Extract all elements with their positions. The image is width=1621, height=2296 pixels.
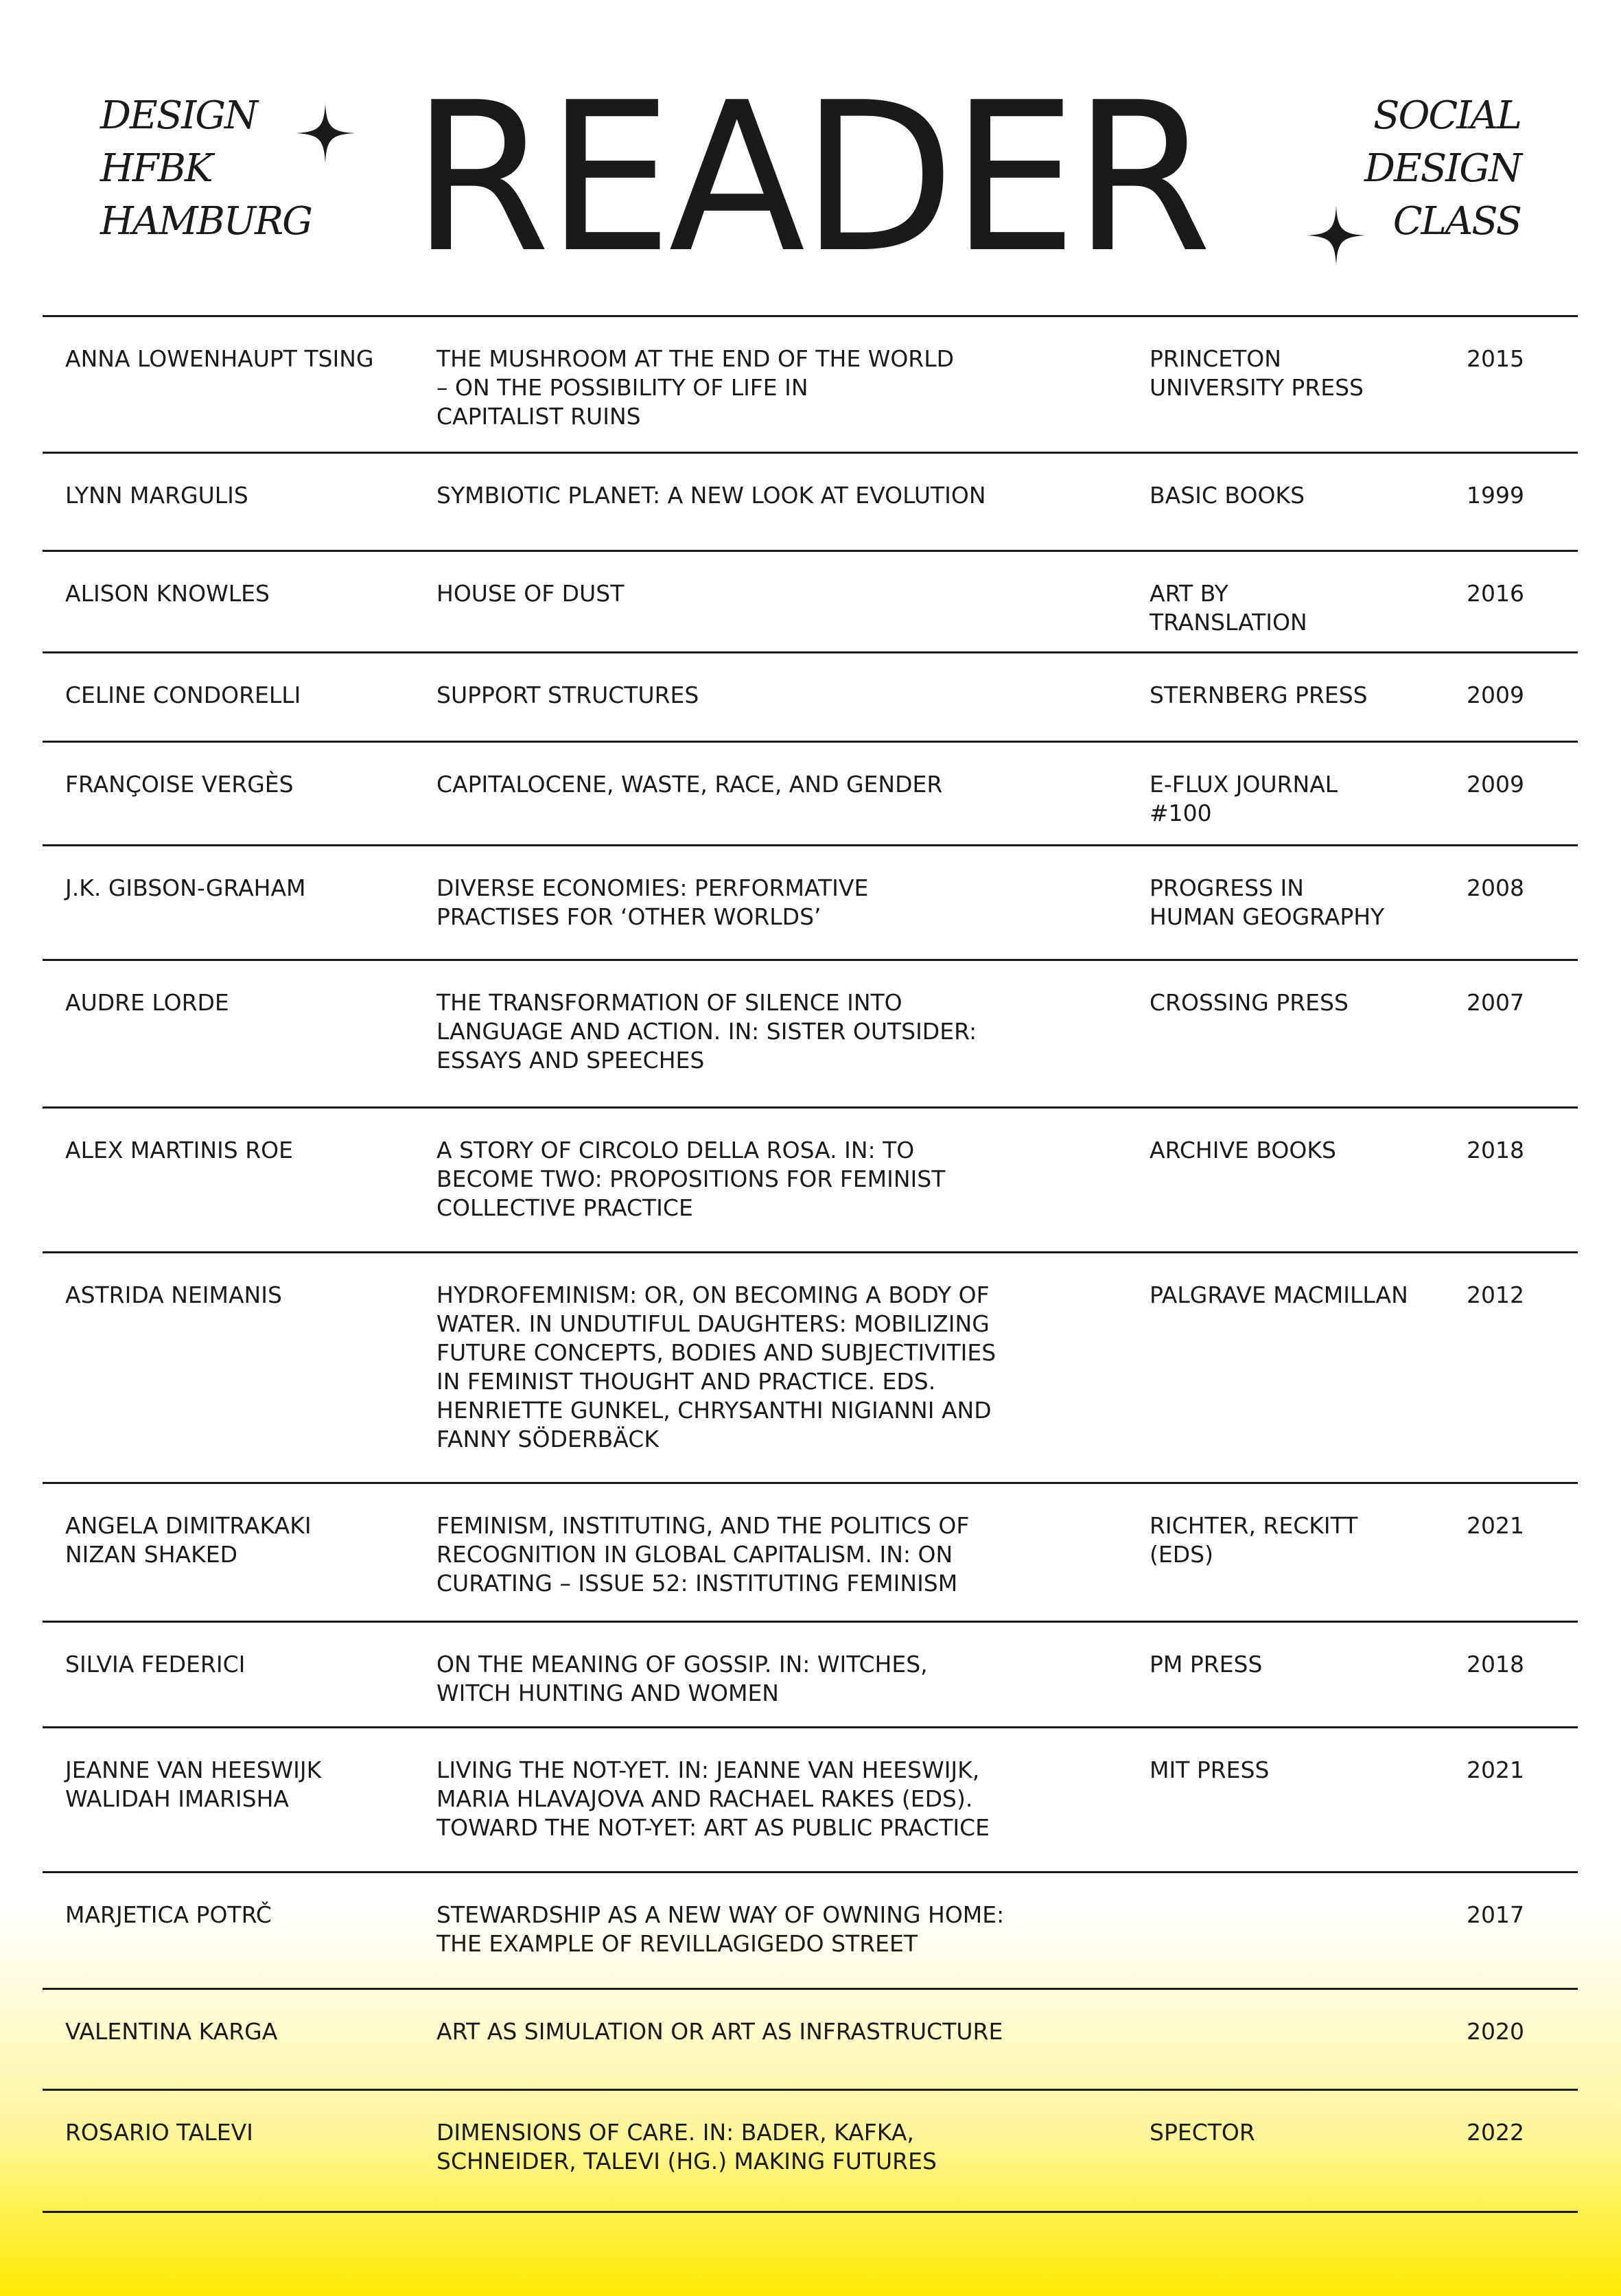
left-header-block: [100, 89, 312, 248]
publisher-cell-line: PRINCETON: [1150, 345, 1281, 372]
table-row: [43, 552, 1578, 653]
title-cell-line: STEWARDSHIP AS A NEW WAY OF OWNING HOME:: [436, 1901, 1005, 1928]
table-row: [43, 1728, 1578, 1873]
author-cell-line: MARJETICA POTRČ: [65, 1901, 272, 1928]
title-cell-line: FEMINISM, INSTITUTING, AND THE POLITICS OF: [436, 1512, 970, 1539]
table-row: [43, 653, 1578, 743]
title-cell: [436, 1511, 1123, 1598]
table-row: [43, 1253, 1578, 1484]
table-row: [43, 1873, 1578, 1990]
sparkle-star-icon: [1306, 205, 1366, 266]
publisher-cell-line: ART BY: [1150, 580, 1228, 607]
year-cell: 2009: [1467, 682, 1524, 708]
title-cell: [436, 1756, 1123, 1842]
author-cell-line: ASTRIDA NEIMANIS: [65, 1282, 282, 1308]
title-cell: [436, 481, 1123, 510]
title-cell: [436, 2017, 1123, 2046]
year-cell: 2009: [1467, 771, 1524, 798]
author-cell: [65, 681, 408, 710]
title-cell: [436, 1650, 1123, 1708]
title-cell: [436, 579, 1123, 608]
year-cell: 2007: [1467, 989, 1524, 1016]
author-cell: [65, 1901, 408, 1929]
title-cell-line: ART AS SIMULATION OR ART AS INFRASTRUCTURE: [436, 2018, 1003, 2045]
author-cell-line: FRANÇOISE VERGÈS: [65, 771, 294, 798]
publisher-cell-line: PM PRESS: [1150, 1651, 1263, 1678]
title-cell-line: CAPITALIST RUINS: [436, 403, 641, 430]
author-cell: [65, 1650, 408, 1679]
publisher-cell: [1150, 874, 1445, 931]
left-header-line: HFBK: [100, 146, 212, 191]
title-cell: [436, 2118, 1123, 2176]
title-cell: [436, 1281, 1123, 1454]
table-row: [43, 1109, 1578, 1253]
publisher-cell: [1150, 988, 1445, 1017]
author-cell: [65, 874, 408, 903]
year-cell: 2008: [1467, 874, 1524, 901]
title-cell-line: BECOME TWO: PROPOSITIONS FOR FEMINIST: [436, 1166, 946, 1192]
title-cell-line: SYMBIOTIC PLANET: A NEW LOOK AT EVOLUTION: [436, 482, 986, 509]
author-cell-line: JEANNE VAN HEESWIJK: [65, 1756, 322, 1783]
publisher-cell-line: TRANSLATION: [1150, 609, 1307, 636]
author-cell-line: J.K. GIBSON-GRAHAM: [65, 874, 306, 901]
publisher-cell-line: #100: [1150, 800, 1212, 826]
author-cell-line: SILVIA FEDERICI: [65, 1651, 246, 1678]
publisher-cell: [1150, 1136, 1445, 1165]
left-header-line: DESIGN: [100, 93, 257, 138]
author-cell-line: LYNN MARGULIS: [65, 482, 248, 509]
year-cell: 2017: [1467, 1901, 1524, 1928]
author-cell: [65, 1281, 408, 1310]
author-cell: [65, 1136, 408, 1165]
title-cell: [436, 1901, 1123, 1958]
title-cell-line: RECOGNITION IN GLOBAL CAPITALISM. IN: ON: [436, 1541, 953, 1568]
title-cell-line: MARIA HLAVAJOVA AND RACHAEL RAKES (EDS).: [436, 1785, 973, 1812]
author-cell: [65, 2017, 408, 2046]
author-cell-line: ROSARIO TALEVI: [65, 2119, 253, 2146]
publisher-cell: [1150, 1511, 1445, 1569]
publisher-cell-line: (EDS): [1150, 1541, 1213, 1568]
title-cell-line: HYDROFEMINISM: OR, ON BECOMING A BODY OF: [436, 1282, 990, 1308]
title-cell-line: FUTURE CONCEPTS, BODIES AND SUBJECTIVITIES: [436, 1339, 996, 1366]
title-cell: [436, 874, 1123, 931]
title-cell-line: LIVING THE NOT-YET. IN: JEANNE VAN HEESWIJK,: [436, 1756, 980, 1783]
title-cell-line: PRACTISES FOR ‘OTHER WORLDS’: [436, 903, 821, 930]
year-cell: 1999: [1467, 482, 1524, 509]
author-cell-line: ALISON KNOWLES: [65, 580, 270, 607]
publisher-cell-line: E-FLUX JOURNAL: [1150, 771, 1338, 798]
publisher-cell: [1150, 1756, 1445, 1785]
year-cell: 2012: [1467, 1282, 1524, 1308]
publisher-cell: [1150, 1650, 1445, 1679]
right-header-line: DESIGN: [1364, 146, 1521, 191]
author-cell-line: VALENTINA KARGA: [65, 2018, 278, 2045]
year-cell: 2016: [1467, 580, 1524, 607]
title-cell-line: ESSAYS AND SPEECHES: [436, 1047, 705, 1074]
table-row: [43, 961, 1578, 1109]
author-cell: [65, 1511, 408, 1569]
reading-list-table: [43, 315, 1578, 2213]
title-cell-line: CAPITALOCENE, WASTE, RACE, AND GENDER: [436, 771, 943, 798]
year-cell: 2015: [1467, 345, 1524, 372]
right-header-line: CLASS: [1392, 199, 1521, 244]
right-header-line: SOCIAL: [1373, 93, 1521, 138]
author-cell: [65, 2118, 408, 2147]
publisher-cell-line: RICHTER, RECKITT: [1150, 1512, 1358, 1539]
author-cell-line: AUDRE LORDE: [65, 989, 229, 1016]
title-cell: [436, 770, 1123, 799]
title-cell-line: – ON THE POSSIBILITY OF LIFE IN: [436, 374, 808, 401]
title-cell-line: A STORY OF CIRCOLO DELLA ROSA. IN: TO: [436, 1137, 915, 1163]
title-cell: [436, 1136, 1123, 1222]
title-cell-line: WITCH HUNTING AND WOMEN: [436, 1680, 779, 1706]
title-cell-line: THE MUSHROOM AT THE END OF THE WORLD: [436, 345, 955, 372]
author-cell-line: CELINE CONDORELLI: [65, 682, 301, 708]
title-cell-line: WATER. IN UNDUTIFUL DAUGHTERS: MOBILIZING: [436, 1310, 990, 1337]
title-cell: [436, 988, 1123, 1075]
author-cell: [65, 481, 408, 510]
publisher-cell: [1150, 579, 1445, 637]
year-cell: 2022: [1467, 2119, 1524, 2146]
author-cell-line: WALIDAH IMARISHA: [65, 1785, 290, 1812]
table-row: [43, 1623, 1578, 1728]
year-cell: 2018: [1467, 1137, 1524, 1163]
year-cell: 2018: [1467, 1651, 1524, 1678]
publisher-cell-line: UNIVERSITY PRESS: [1150, 374, 1364, 401]
publisher-cell: [1150, 681, 1445, 710]
author-cell-line: ANGELA DIMITRAKAKI: [65, 1512, 312, 1539]
year-cell: 2021: [1467, 1512, 1524, 1539]
year-cell: 2021: [1467, 1756, 1524, 1783]
publisher-cell-line: PROGRESS IN: [1150, 874, 1304, 901]
title-cell-line: CURATING – ISSUE 52: INSTITUTING FEMINISM: [436, 1570, 958, 1597]
publisher-cell-line: STERNBERG PRESS: [1150, 682, 1368, 708]
table-row: [43, 454, 1578, 552]
author-cell-line: NIZAN SHAKED: [65, 1541, 238, 1568]
title-cell-line: FANNY SÖDERBÄCK: [436, 1426, 659, 1452]
title-cell-line: TOWARD THE NOT-YET: ART AS PUBLIC PRACTICE: [436, 1814, 990, 1841]
author-cell-line: ALEX MARTINIS ROE: [65, 1137, 293, 1163]
title-cell: [436, 345, 1123, 431]
table-row: [43, 1484, 1578, 1623]
author-cell: [65, 579, 408, 608]
table-row: [43, 1990, 1578, 2091]
title-cell-line: DIMENSIONS OF CARE. IN: BADER, KAFKA,: [436, 2119, 914, 2146]
title-cell-line: ON THE MEANING OF GOSSIP. IN: WITCHES,: [436, 1651, 928, 1678]
year-cell: 2020: [1467, 2018, 1524, 2045]
publisher-cell-line: CROSSING PRESS: [1150, 989, 1349, 1016]
title-cell-line: THE EXAMPLE OF REVILLAGIGEDO STREET: [436, 1930, 918, 1957]
author-cell: [65, 345, 408, 373]
publisher-cell-line: PALGRAVE MACMILLAN: [1150, 1282, 1408, 1308]
table-row: [43, 846, 1578, 961]
title-cell-line: SCHNEIDER, TALEVI (HG.) MAKING FUTURES: [436, 2148, 937, 2175]
publisher-cell-line: BASIC BOOKS: [1150, 482, 1305, 509]
title-cell-line: HENRIETTE GUNKEL, CHRYSANTHI NIGIANNI AND: [436, 1397, 992, 1424]
author-cell: [65, 770, 408, 799]
author-cell: [65, 1756, 408, 1813]
publisher-cell-line: HUMAN GEOGRAPHY: [1150, 903, 1385, 930]
title-cell: [436, 681, 1123, 710]
publisher-cell-line: SPECTOR: [1150, 2119, 1255, 2146]
table-row: [43, 743, 1578, 846]
title-cell-line: THE TRANSFORMATION OF SILENCE INTO: [436, 989, 902, 1016]
title-cell-line: DIVERSE ECONOMIES: PERFORMATIVE: [436, 874, 869, 901]
table-row: [43, 317, 1578, 454]
title-cell-line: LANGUAGE AND ACTION. IN: SISTER OUTSIDER:: [436, 1018, 977, 1045]
publisher-cell: [1150, 1281, 1445, 1310]
publisher-cell-line: ARCHIVE BOOKS: [1150, 1137, 1336, 1163]
title-cell-line: HOUSE OF DUST: [436, 580, 625, 607]
left-header-line: HAMBURG: [100, 199, 312, 244]
publisher-cell: [1150, 345, 1445, 402]
title-cell-line: SUPPORT STRUCTURES: [436, 682, 699, 708]
author-cell: [65, 988, 408, 1017]
publisher-cell-line: MIT PRESS: [1150, 1756, 1270, 1783]
publisher-cell: [1150, 770, 1445, 828]
title-cell-line: IN FEMINIST THOUGHT AND PRACTICE. EDS.: [436, 1368, 936, 1395]
publisher-cell: [1150, 2118, 1445, 2147]
page-title: READER: [411, 58, 1209, 298]
author-cell-line: ANNA LOWENHAUPT TSING: [65, 345, 374, 372]
title-cell-line: COLLECTIVE PRACTICE: [436, 1194, 693, 1221]
table-row: [43, 2091, 1578, 2213]
right-header-block: [1364, 89, 1521, 248]
publisher-cell: [1150, 481, 1445, 510]
sparkle-star-icon: [295, 103, 355, 163]
